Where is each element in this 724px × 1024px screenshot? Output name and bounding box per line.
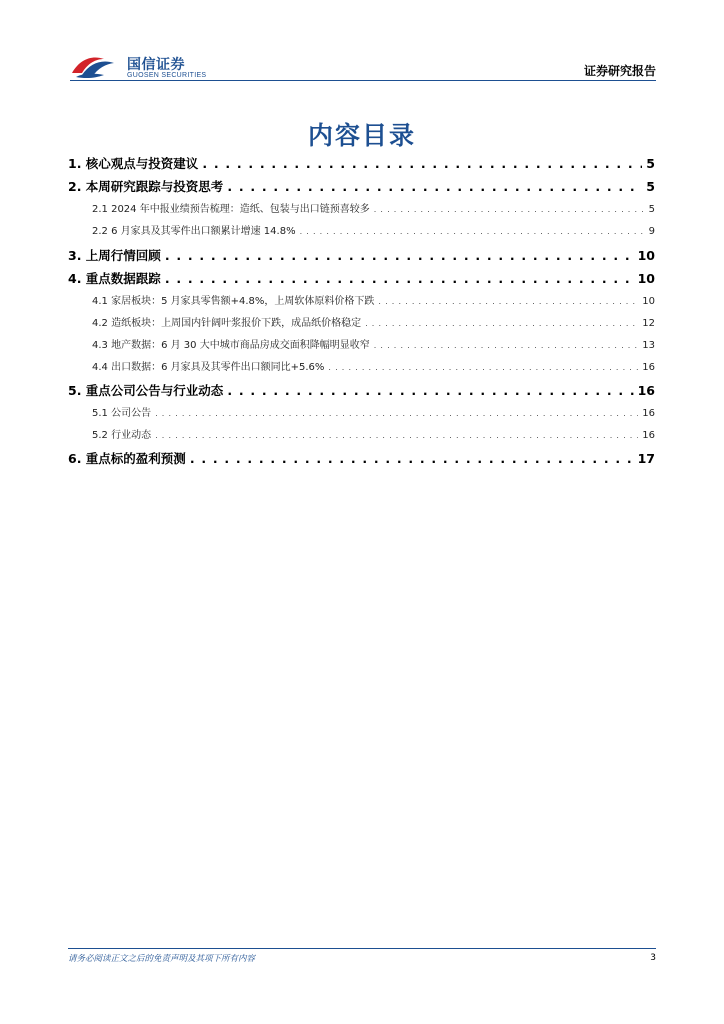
toc-leader-dots: [374, 205, 645, 214]
toc-leader-dots: [378, 297, 638, 306]
toc-entry-page: 5: [646, 156, 655, 171]
toc-entry-label: 5.2 行业动态: [92, 430, 152, 441]
page-header: [70, 50, 656, 84]
toc-leader-dots: [374, 341, 639, 350]
toc-entry[interactable]: [68, 177, 655, 195]
toc-entry-page: 5: [648, 204, 655, 215]
guosen-logo: [70, 50, 210, 84]
footer-disclaimer: 请务必阅读正文之后的免责声明及其项下所有内容: [68, 954, 256, 964]
toc-leader-dots: [202, 156, 642, 171]
toc-entry[interactable]: [68, 381, 655, 399]
footer-divider: [68, 948, 656, 949]
toc-entry-page: 9: [648, 226, 655, 237]
toc-subentry[interactable]: [92, 404, 655, 419]
toc-entry-page: 10: [642, 296, 655, 307]
toc-entry-page: 13: [642, 340, 655, 351]
toc-leader-dots: [227, 179, 642, 194]
toc-leader-dots: [328, 363, 638, 372]
toc-subentry[interactable]: [92, 426, 655, 441]
toc-entry-label: 4.4 出口数据：6 月家具及其零件出口额同比+5.6%: [92, 362, 325, 373]
report-type-label: 证券研究报告: [583, 64, 656, 78]
toc-subentry[interactable]: [92, 222, 655, 237]
logo-english-text: GUOSEN SECURITIES: [127, 72, 207, 79]
toc-leader-dots: [155, 409, 638, 418]
toc-subentry[interactable]: [92, 336, 655, 351]
toc-entry-page: 5: [646, 179, 655, 194]
toc-entry-label: 1. 核心观点与投资建议: [68, 156, 199, 171]
toc-leader-dots: [165, 271, 634, 286]
toc-entry-label: 4.3 地产数据：6 月 30 大中城市商品房成交面积降幅明显收窄: [92, 340, 370, 351]
toc-entry[interactable]: [68, 154, 655, 172]
toc-leader-dots: [190, 451, 634, 466]
toc-leader-dots: [365, 319, 638, 328]
toc-entry-page: 16: [642, 362, 655, 373]
toc-subentry[interactable]: [92, 292, 655, 307]
page-number: 3: [650, 953, 656, 963]
guosen-logo-icon: [70, 53, 122, 81]
toc-entry-label: 2.1 2024 年中报业绩预告梳理：造纸、包装与出口链预喜较多: [92, 204, 370, 215]
toc-entry-label: 2.2 6 月家具及其零件出口额累计增速 14.8%: [92, 226, 296, 237]
toc-entry-label: 5.1 公司公告: [92, 408, 152, 419]
toc-entry-label: 2. 本周研究跟踪与投资思考: [68, 179, 224, 194]
toc-entry-label: 6. 重点标的盈利预测: [68, 451, 186, 466]
toc-leader-dots: [155, 431, 638, 440]
toc-entry[interactable]: [68, 449, 655, 467]
toc-subentry[interactable]: [92, 314, 655, 329]
toc-entry-page: 12: [642, 318, 655, 329]
toc-entry-page: 16: [637, 383, 655, 398]
toc-entry-label: 4. 重点数据跟踪: [68, 271, 161, 286]
toc-leader-dots: [165, 248, 634, 263]
toc-entry-page: 16: [642, 408, 655, 419]
toc-entry-label: 4.1 家居板块：5 月家具零售额+4.8%，上周软体原料价格下跌: [92, 296, 375, 307]
toc-entry[interactable]: [68, 246, 655, 264]
toc-title: 内容目录: [307, 121, 416, 150]
logo-chinese-text: 国信证券: [127, 57, 185, 73]
toc-entry-page: 10: [637, 271, 655, 286]
toc-entry-page: 10: [637, 248, 655, 263]
toc-entry-page: 16: [642, 430, 655, 441]
toc-entry[interactable]: [68, 269, 655, 287]
toc-leader-dots: [300, 227, 645, 236]
toc-entry-page: 17: [637, 451, 655, 466]
toc-subentry[interactable]: [92, 200, 655, 215]
header-divider: [70, 80, 656, 81]
toc-entry-label: 3. 上周行情回顾: [68, 248, 161, 263]
toc-entry-label: 4.2 造纸板块：上周国内针阔叶浆报价下跌，成品纸价格稳定: [92, 318, 362, 329]
toc-entry-label: 5. 重点公司公告与行业动态: [68, 383, 224, 398]
toc-subentry[interactable]: [92, 358, 655, 373]
toc-leader-dots: [227, 383, 633, 398]
